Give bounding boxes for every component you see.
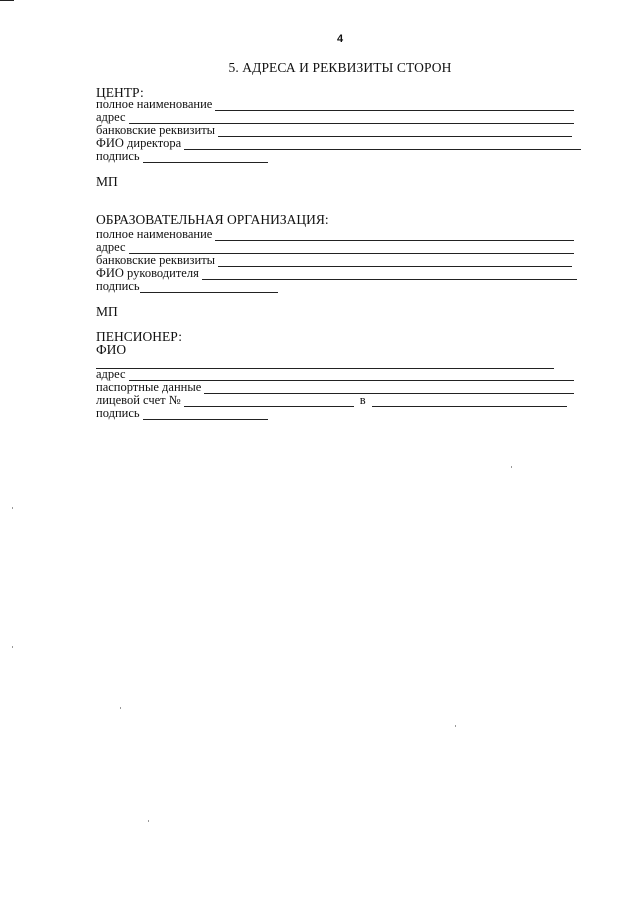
center-director-line: [184, 139, 581, 150]
edu-org-full-name-label: полное наименование: [96, 227, 213, 241]
edu-org-head-line: [202, 269, 577, 280]
pensioner-signature-line: [143, 409, 268, 420]
center-director-label: ФИО директора: [96, 136, 182, 150]
pensioner-account-label: лицевой счет №: [96, 393, 181, 407]
pensioner-signature-label: подпись: [96, 406, 140, 420]
pensioner-passport-label: паспортные данные: [96, 380, 202, 394]
edu-org-head-field[interactable]: [96, 267, 577, 280]
scan-speck: [12, 646, 13, 648]
section-title: 5. АДРЕСА И РЕКВИЗИТЫ СТОРОН: [228, 60, 452, 75]
center-full-name-line: [215, 100, 574, 111]
center-signature-line: [143, 152, 268, 163]
center-bank-line: [218, 126, 572, 137]
center-heading: ЦЕНТР:: [96, 85, 144, 100]
scan-speck: [12, 507, 13, 509]
edu-org-signature-line: [140, 282, 278, 293]
edu-org-stamp-label: МП: [96, 304, 118, 319]
center-signature-label: подпись: [96, 149, 140, 163]
pensioner-heading: ПЕНСИОНЕР:: [96, 329, 183, 344]
center-stamp-label: МП: [96, 174, 118, 189]
edu-org-signature-field[interactable]: [96, 280, 278, 293]
edu-org-head-label: ФИО руководителя: [96, 266, 199, 280]
center-director-field[interactable]: [96, 137, 581, 150]
edu-org-address-label: адрес: [96, 240, 126, 254]
edu-org-bank-label: банковские реквизиты: [96, 253, 216, 267]
pensioner-fio-label: ФИО: [96, 342, 127, 357]
pensioner-signature-field[interactable]: [96, 407, 268, 420]
page-number: 4: [336, 33, 344, 45]
edu-org-full-name-field[interactable]: [96, 228, 574, 241]
edu-org-bank-line: [218, 256, 572, 267]
pensioner-passport-line: [204, 383, 574, 394]
edu-org-signature-label: подпись: [96, 279, 140, 293]
scan-speck: [511, 466, 512, 468]
center-full-name-label: полное наименование: [96, 97, 213, 111]
center-signature-field[interactable]: [96, 150, 268, 163]
pensioner-address-label: адрес: [96, 367, 126, 381]
center-full-name-field[interactable]: [96, 98, 574, 111]
scan-speck: [455, 725, 456, 727]
center-bank-label: банковские реквизиты: [96, 123, 216, 137]
scan-speck: [120, 707, 121, 709]
corner-mark: [0, 0, 14, 1]
edu-org-full-name-line: [215, 230, 574, 241]
pensioner-bank-line: [372, 396, 567, 407]
edu-org-heading: ОБРАЗОВАТЕЛЬНАЯ ОРГАНИЗАЦИЯ:: [96, 212, 329, 227]
pensioner-account-in-label: в: [359, 393, 366, 407]
pensioner-account-line: [184, 396, 354, 407]
center-address-label: адрес: [96, 110, 126, 124]
pensioner-account-field[interactable]: [96, 394, 567, 407]
scan-speck: [148, 820, 149, 822]
